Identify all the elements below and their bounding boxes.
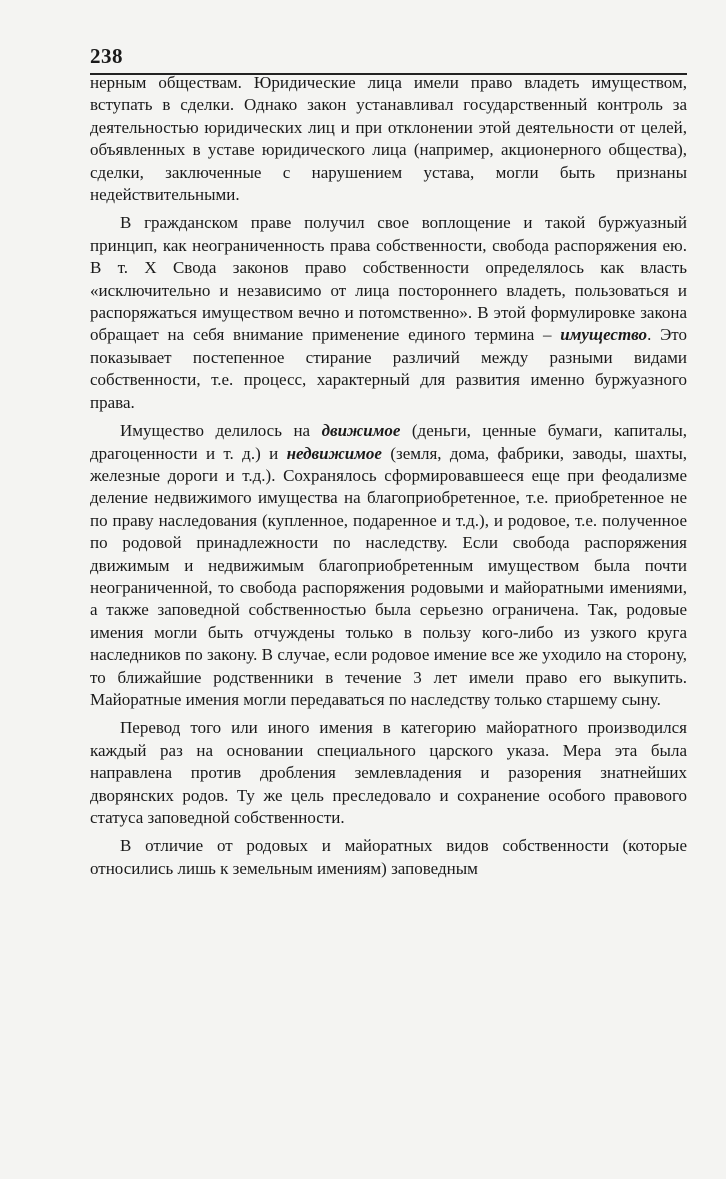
text-run: (земля, дома, фабрики, заводы, шахты, железные дороги и т.д.). Сохранялось сформировавшееся еще при феодализме деление недвижимого имущества на благоприобретенное, т.е. приобретенное не по праву наследования (купленное, подаренное и т.д.), и родовое, т.е. полученное по родовой принадлежности по наследству. Если свобода распоряжения движимым и недвижимым благоприобретенным имуществом была почти неограниченной, то свобода распоряжения родовыми и майоратными имениями, а также заповедной собственностью была серьезно ограничена. Так, родовые имения могли быть отчуждены только в пользу кого-либо из узкого круга наследников по закону. В случае, если родовое имение все же уходило на сторону, то ближайшие родственники в течение 3 лет имели право его выкупить. Майоратные имения могли передаваться по наследству только старшему сыну. xyxy=(90,443,687,709)
text-run: В отличие от родовых и майоратных видов собственности (которые относились лишь к земельным имениям) заповедным xyxy=(90,836,687,878)
body-text xyxy=(90,72,687,886)
paragraph xyxy=(90,212,687,414)
paragraph xyxy=(90,420,687,711)
paragraph xyxy=(90,835,687,880)
text-run: Перевод того или иного имения в категорию майоратного производился каждый раз на основании специального царского указа. Мера эта была направлена против дробления землевладения и разорения знатнейших дворянских родов. Ту же цель преследовало и сохранение особого правового статуса заповедной собственности. xyxy=(90,718,687,827)
text-run: нерным обществам. Юридические лица имели право владеть имуществом, вступать в сделки. Однако закон устанавливал государственный контроль за деятельностью юридических лиц и при отклонении этой деятельности от целей, объявленных в уставе юридического лица (например, акционерного общества), сделки, заключенные с нарушением устава, могли быть признаны недействительными. xyxy=(90,73,687,205)
text-run: (деньги, ценные бумаги, капиталы, драгоценности и т. д.) и xyxy=(90,421,687,463)
emphasized-term: имущество xyxy=(560,325,648,345)
text-run: В гражданском праве получил свое воплощение и такой буржуазный принцип, как неограниченность права собственности, свобода распоряжения ею. В т. Х Свода законов право собственности определялось как власть «исключительно и независимо от лица постороннего владеть, пользоваться и распоряжаться имуществом вечно и потомственно». В этой формулировке закона обращает на себя внимание применение единого термина – xyxy=(90,213,687,345)
paragraph xyxy=(90,717,687,829)
page-number: 238 xyxy=(90,44,123,68)
emphasized-term: недвижимое xyxy=(286,443,382,463)
emphasized-term: движимое xyxy=(321,421,401,441)
text-run: . Это показывает постепенное стирание различий между разными видами собственности, т.е. процесс, характерный для развития именно буржуазного права. xyxy=(90,325,687,412)
paragraph xyxy=(90,72,687,206)
text-run: Имущество делилось на xyxy=(120,421,322,441)
